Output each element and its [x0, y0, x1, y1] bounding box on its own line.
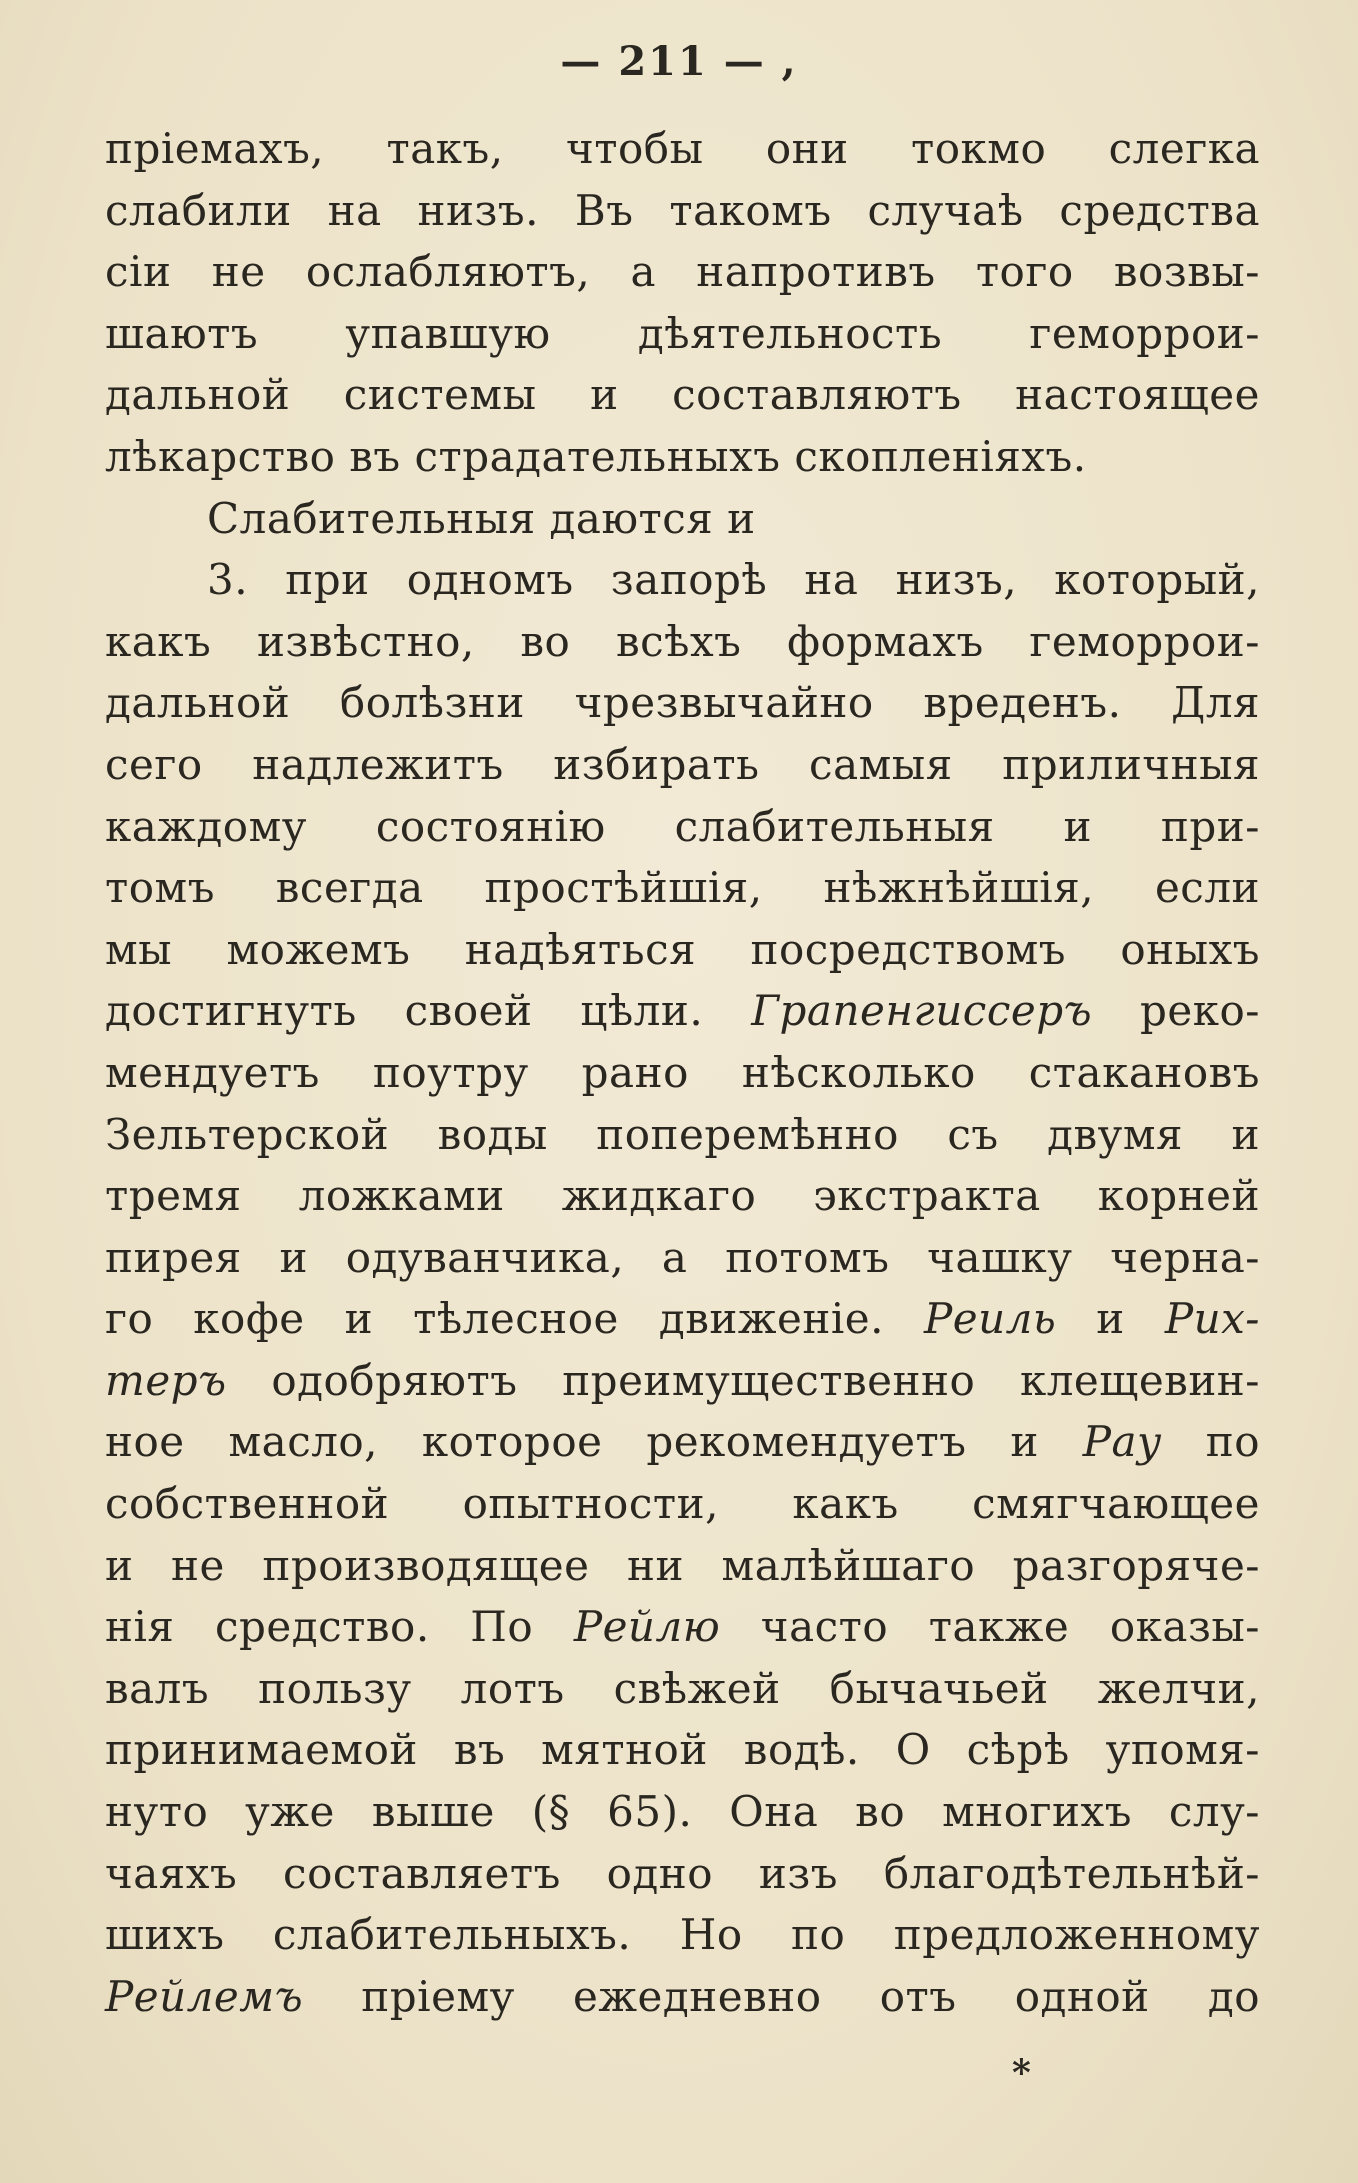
text-line [105, 1165, 1260, 1227]
text-line [105, 118, 1260, 180]
text-segment: нія средство. По [105, 1602, 574, 1652]
text-segment: Зельтерской воды поперемѣнно съ двумя и [105, 1109, 1260, 1159]
text-line [105, 426, 1260, 488]
text-segment: шихъ слабительныхъ. Но по предложенному [105, 1910, 1260, 1960]
text-line [105, 180, 1260, 242]
text-line [105, 1473, 1260, 1535]
text-segment: томъ всегда простѣйшія, нѣжнѣйшія, если [105, 863, 1260, 913]
text-segment: мы можемъ надѣяться посредствомъ оныхъ [105, 924, 1260, 974]
text-line [105, 303, 1260, 365]
page-body-text [105, 118, 1260, 2027]
text-segment: го кофе и тѣлесное движеніе. [105, 1294, 924, 1344]
text-segment: тремя ложками жидкаго экстракта корней [105, 1171, 1260, 1221]
text-line [105, 980, 1260, 1042]
signature-mark: * [1012, 2052, 1031, 2094]
text-segment: принимаемой въ мятной водѣ. О сѣрѣ упомя- [105, 1725, 1260, 1775]
text-segment: нуто уже выше (§ 65). Она во многихъ слу- [105, 1787, 1260, 1837]
text-segment: часто также оказы- [720, 1602, 1260, 1652]
text-line [105, 1719, 1260, 1781]
text-segment: Слабительныя даются и [207, 493, 756, 543]
text-line [105, 1104, 1260, 1166]
text-segment: достигнуть своей цѣли. [105, 986, 752, 1036]
text-line [105, 1781, 1260, 1843]
text-line [105, 1288, 1260, 1350]
text-line [105, 1843, 1260, 1905]
text-segment: реко- [1092, 986, 1260, 1036]
text-segment: сего надлежитъ избирать самыя приличныя [105, 739, 1260, 789]
text-line [105, 241, 1260, 303]
text-segment: по [1161, 1417, 1260, 1467]
text-segment: одобряютъ преимущественно клещевин- [226, 1355, 1260, 1405]
text-segment: валъ пользу лотъ свѣжей бычачьей желчи, [105, 1663, 1260, 1713]
text-segment: пріему ежедневно отъ одной до [303, 1971, 1260, 2021]
text-line [105, 919, 1260, 981]
page-number: — 211 — , [560, 38, 798, 85]
text-segment: какъ извѣстно, во всѣхъ формахъ геморрои- [105, 616, 1260, 666]
text-line [105, 857, 1260, 919]
text-segment: чаяхъ составляетъ одно изъ благодѣтельнѣй- [105, 1848, 1260, 1898]
text-segment: пріемахъ, такъ, чтобы они токмо слегка [105, 124, 1260, 173]
text-line [105, 1411, 1260, 1473]
text-segment: собственной опытности, какъ смягчающее [105, 1479, 1260, 1529]
text-line [105, 1042, 1260, 1104]
text-line [105, 611, 1260, 673]
italic-name: Рейлю [573, 1602, 721, 1652]
italic-name: Рейлемъ [105, 1971, 304, 2021]
italic-name: Рау [1082, 1417, 1162, 1467]
text-line [105, 796, 1260, 858]
text-segment: и не производящее ни малѣйшаго разгоряче- [105, 1540, 1260, 1590]
text-line [105, 672, 1260, 734]
text-line [105, 1227, 1260, 1289]
text-segment: шаютъ упавшую дѣятельность геморрои- [105, 308, 1260, 358]
text-line [105, 734, 1260, 796]
italic-name: Реиль [924, 1294, 1057, 1344]
text-segment: слабили на низъ. Въ такомъ случаѣ средства [105, 185, 1260, 235]
text-segment: мендуетъ поутру рано нѣсколько стакановъ [105, 1047, 1260, 1097]
text-line [105, 364, 1260, 426]
italic-name: Грапенгиссеръ [751, 986, 1093, 1036]
text-line [105, 1596, 1260, 1658]
text-segment: 3. при одномъ запорѣ на низъ, который, [207, 555, 1260, 605]
text-line [105, 549, 1260, 611]
text-segment: лѣкарство въ страдательныхъ скопленіяхъ. [105, 431, 1087, 481]
text-segment: дальной системы и составляютъ настоящее [105, 370, 1260, 420]
italic-name: теръ [105, 1355, 227, 1405]
text-line [105, 1535, 1260, 1597]
text-segment: ное масло, которое рекомендуетъ и [105, 1417, 1083, 1467]
text-segment: дальной болѣзни чрезвычайно вреденъ. Для [105, 678, 1260, 728]
text-line [105, 488, 1260, 550]
italic-name: Рих- [1164, 1294, 1260, 1344]
text-line [105, 1350, 1260, 1412]
text-line [105, 1904, 1260, 1966]
text-segment: каждому состоянію слабительныя и при- [105, 801, 1260, 851]
text-line [105, 1966, 1260, 2028]
text-segment: пирея и одуванчика, а потомъ чашку черна- [105, 1232, 1260, 1282]
text-segment: и [1056, 1294, 1165, 1344]
text-line [105, 1658, 1260, 1720]
text-segment: сіи не ослабляютъ, а напротивъ того возвы- [105, 247, 1260, 297]
